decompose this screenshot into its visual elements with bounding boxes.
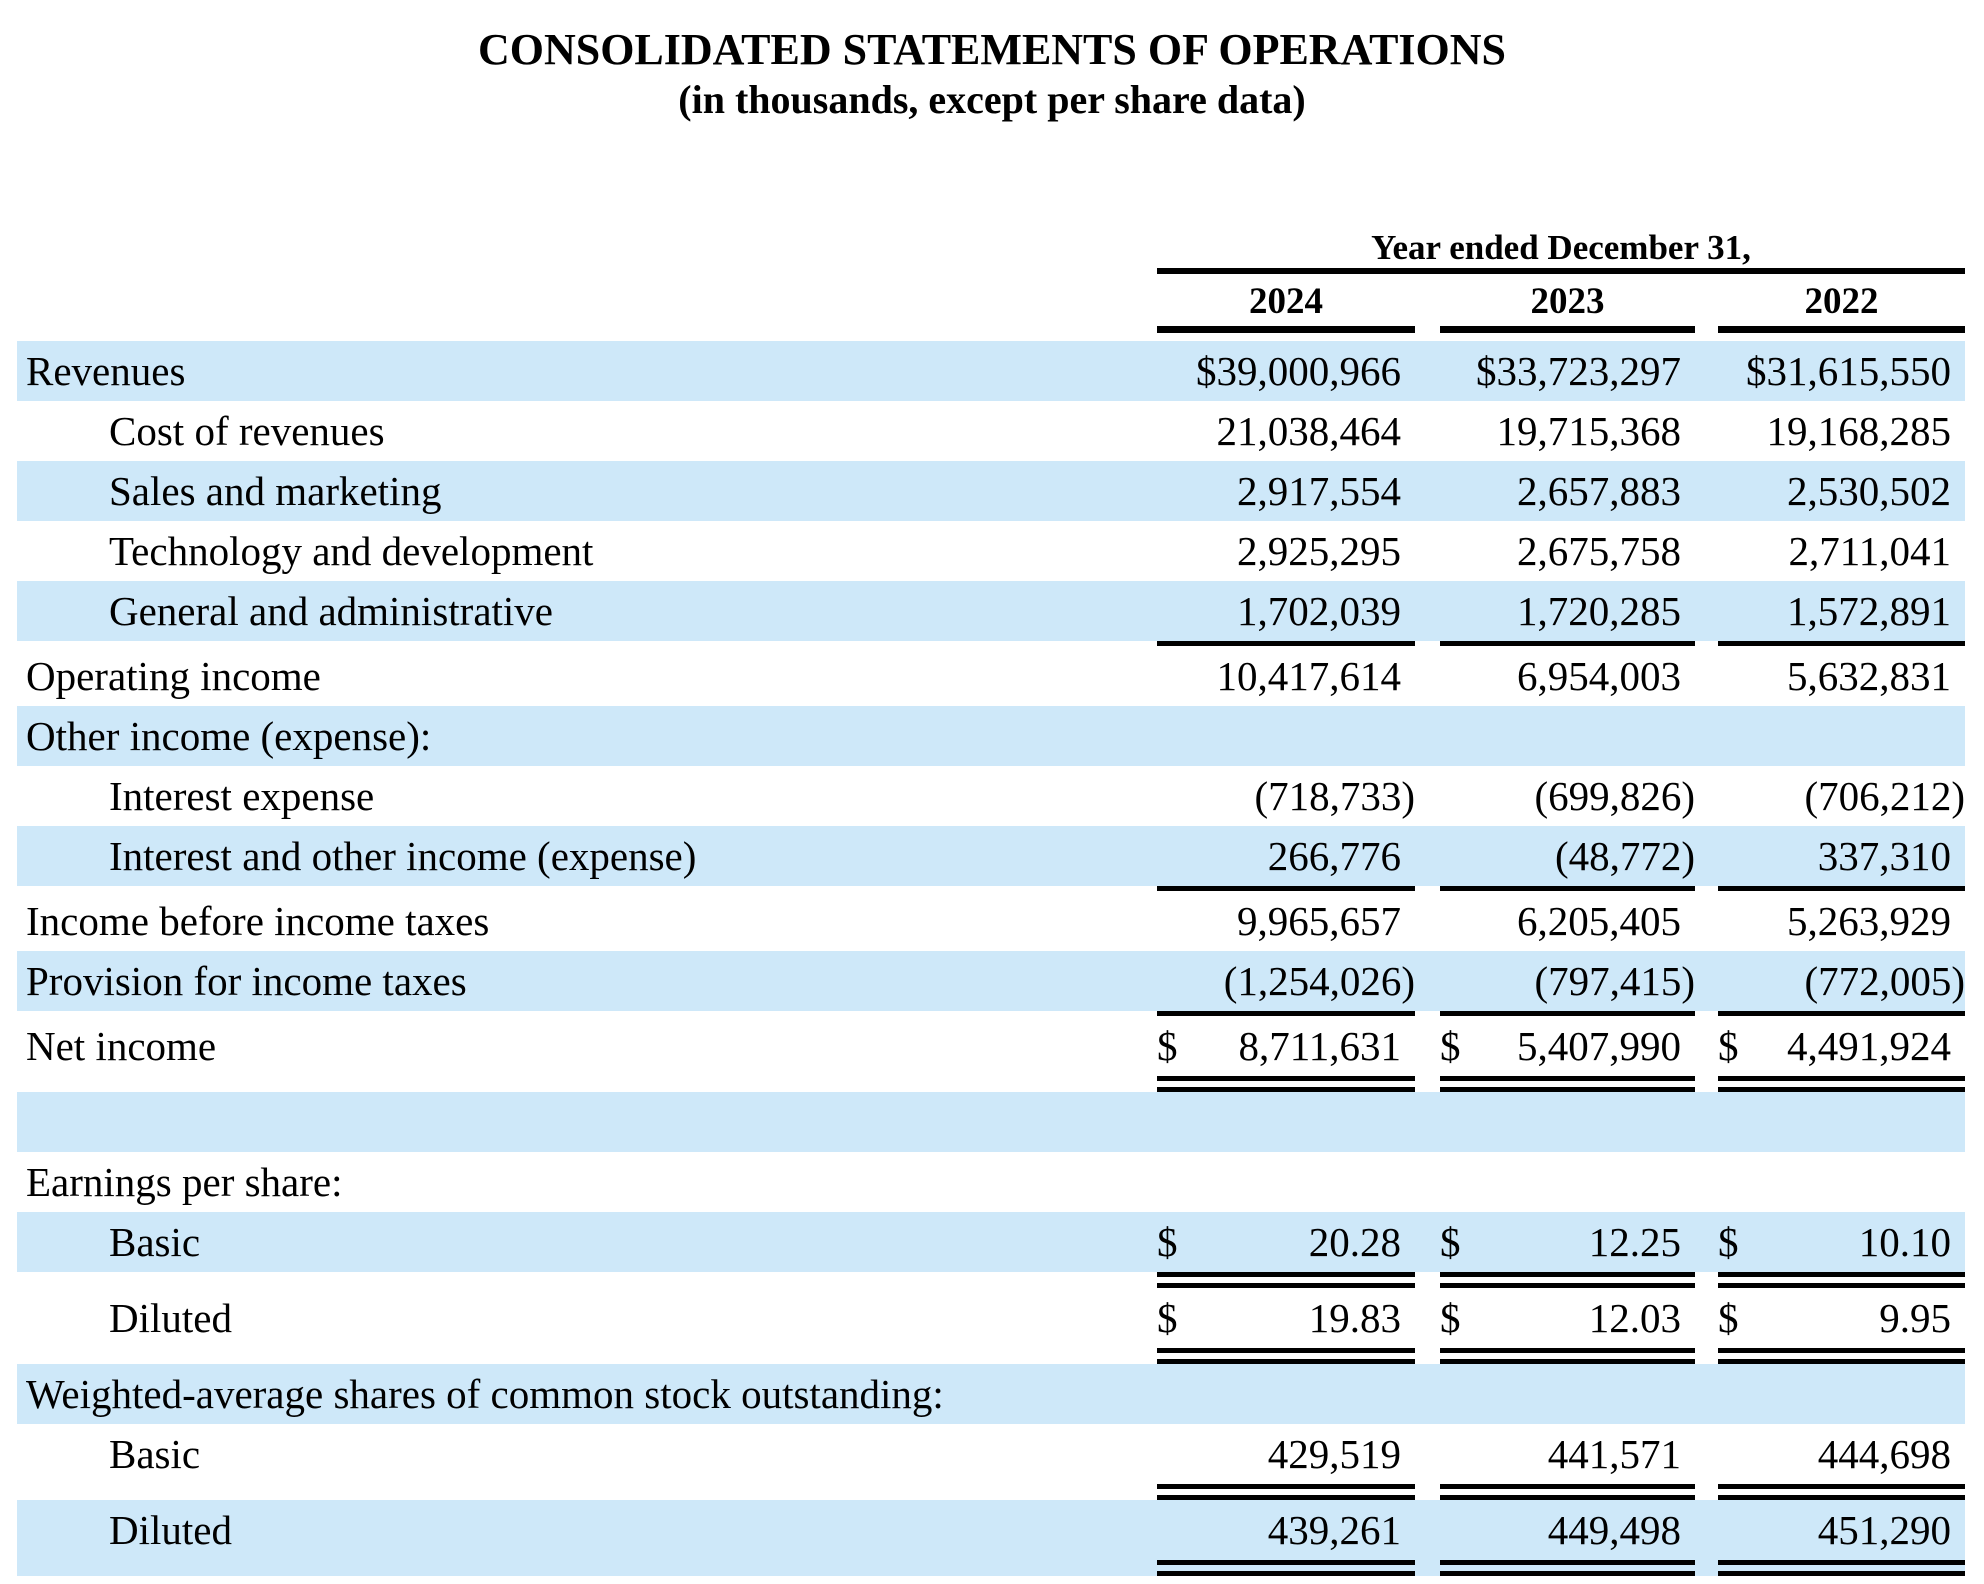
cell-value: 439,261 (1267, 1507, 1401, 1553)
row-label: Technology and development (109, 528, 594, 574)
value-cell (1157, 1430, 1415, 1478)
cell-value: 9,965,657 (1237, 898, 1401, 944)
row-label: Operating income (26, 653, 321, 699)
value-cell (1440, 527, 1695, 575)
table-row-eps-basic (17, 1212, 1984, 1288)
cell-value: (48,772) (1554, 833, 1695, 879)
double-rule (1157, 1560, 1415, 1576)
year-header-2024: 2024 (1249, 281, 1323, 322)
table-row-net-income (17, 1016, 1984, 1092)
double-rule (1157, 1272, 1415, 1288)
cell-value: 2,917,554 (1237, 468, 1401, 514)
period-header: Year ended December 31, (1371, 228, 1751, 267)
cell-value: 20.28 (1308, 1219, 1401, 1265)
value-cell (1718, 957, 1965, 1005)
cell-value: 4,491,924 (1787, 1023, 1951, 1069)
value-cell (1440, 652, 1695, 700)
currency-symbol: $ (1440, 1295, 1461, 1341)
year-rule (1718, 326, 1965, 333)
cell-value: 451,290 (1817, 1507, 1951, 1553)
value-cell (1157, 1294, 1415, 1342)
cell-value: 6,954,003 (1517, 653, 1681, 699)
table-row-income-before-income-taxes (17, 891, 1984, 951)
value-cell (1157, 527, 1415, 575)
double-rule (1440, 1076, 1695, 1092)
row-label: General and administrative (109, 588, 553, 634)
row-label: Interest expense (109, 773, 375, 819)
value-cell (1157, 832, 1415, 880)
cell-value: 441,571 (1547, 1431, 1681, 1477)
spacer-row (17, 1092, 1984, 1152)
cell-value: 19,715,368 (1496, 408, 1681, 454)
value-cell (1718, 1506, 1965, 1554)
year-rule (1440, 326, 1695, 333)
cell-value: 10,417,614 (1216, 653, 1401, 699)
double-rule (1718, 1484, 1965, 1500)
single-rule (1157, 1011, 1415, 1016)
value-cell (1440, 1506, 1695, 1554)
header-spacer (17, 124, 1984, 222)
value-cell (1440, 587, 1695, 635)
row-label: Weighted-average shares of common stock outstanding: (26, 1371, 944, 1417)
double-rule (1718, 1348, 1965, 1364)
value-cell (1157, 1506, 1415, 1554)
cell-value: 2,711,041 (1788, 528, 1951, 574)
double-rule (1718, 1560, 1965, 1576)
table-row-provision-for-income-taxes (17, 951, 1984, 1016)
row-label: Net income (26, 1023, 217, 1069)
table-row-earnings-per-share-header (17, 1152, 1984, 1212)
value-cell (1718, 772, 1965, 820)
double-rule (1157, 1348, 1415, 1364)
cell-value: (706,212) (1804, 773, 1965, 819)
cell-value: 9.95 (1879, 1295, 1951, 1341)
single-rule (1718, 886, 1965, 891)
row-label: Diluted (109, 1295, 232, 1341)
cell-value: 6,205,405 (1517, 898, 1681, 944)
row-label: Other income (expense): (26, 713, 432, 759)
double-rule (1718, 1272, 1965, 1288)
table-row-interest-and-other-income (17, 826, 1984, 891)
double-rule (1440, 1348, 1695, 1364)
single-rule (1440, 641, 1695, 646)
currency-symbol: $ (1718, 1295, 1739, 1341)
cell-value: 2,925,295 (1237, 528, 1401, 574)
value-cell (1157, 772, 1415, 820)
table-row-shares-diluted (17, 1500, 1984, 1576)
cell-value: 10.10 (1858, 1219, 1951, 1265)
row-label: Earnings per share: (26, 1159, 343, 1205)
cell-value: (1,254,026) (1223, 958, 1415, 1004)
value-cell (1440, 832, 1695, 880)
cell-value: (699,826) (1534, 773, 1695, 819)
cell-value: 12.25 (1588, 1219, 1681, 1265)
total-rule (17, 1560, 1965, 1576)
value-cell (1718, 467, 1965, 515)
row-label: Income before income taxes (26, 898, 490, 944)
total-rule (17, 1272, 1965, 1288)
double-rule (1440, 1484, 1695, 1500)
table-row-cost-of-revenues (17, 401, 1984, 461)
value-cell (1157, 1022, 1415, 1070)
value-cell (1718, 1022, 1965, 1070)
double-rule (1440, 1272, 1695, 1288)
cell-value: 21,038,464 (1216, 408, 1401, 454)
currency-symbol: $ (1440, 1023, 1461, 1069)
cell-value: 449,498 (1547, 1507, 1681, 1553)
row-label: Cost of revenues (109, 408, 385, 454)
table-row-weighted-average-header (17, 1364, 1984, 1424)
total-rule (17, 1348, 1965, 1364)
table-row-sales-and-marketing (17, 461, 1984, 521)
cell-value: 1,720,285 (1517, 588, 1681, 634)
total-rule (17, 1076, 1965, 1092)
single-rule (1157, 641, 1415, 646)
single-rule (1718, 641, 1965, 646)
currency-symbol: $ (1157, 1295, 1178, 1341)
period-header-row (17, 222, 1965, 268)
table-row-revenues (17, 341, 1984, 401)
value-cell (1440, 1022, 1695, 1070)
double-rule (1440, 1560, 1695, 1576)
table-row-shares-basic (17, 1424, 1984, 1500)
value-cell (1718, 407, 1965, 455)
cell-value: 19,168,285 (1766, 408, 1951, 454)
cell-value: (718,733) (1254, 773, 1415, 819)
header-body-spacer (17, 333, 1984, 341)
table-row-technology-and-development (17, 521, 1984, 581)
value-cell (1157, 1218, 1415, 1266)
value-cell (1157, 587, 1415, 635)
row-label: Diluted (109, 1507, 232, 1553)
value-cell (1157, 467, 1415, 515)
value-cell (1440, 1430, 1695, 1478)
year-rules-row (17, 326, 1965, 333)
table-row-other-income-expense-header (17, 706, 1984, 766)
cell-value: 2,657,883 (1517, 468, 1681, 514)
double-rule (1718, 1076, 1965, 1092)
cell-value: 2,530,502 (1787, 468, 1951, 514)
cell-value: 5,632,831 (1787, 653, 1951, 699)
single-rule (1157, 886, 1415, 891)
cell-value: $33,723,297 (1476, 348, 1681, 394)
year-header-2022: 2022 (1804, 281, 1879, 322)
single-rule (1718, 1011, 1965, 1016)
value-cell (1157, 957, 1415, 1005)
value-cell (1157, 407, 1415, 455)
cell-value: $31,615,550 (1746, 348, 1951, 394)
table-row-operating-income (17, 646, 1984, 706)
year-header-row (17, 274, 1965, 326)
value-cell (1440, 407, 1695, 455)
table-row-eps-diluted (17, 1288, 1984, 1364)
value-cell (1157, 897, 1415, 945)
cell-value: 1,572,891 (1787, 588, 1951, 634)
cell-value: 8,711,631 (1238, 1023, 1401, 1069)
value-cell (1440, 957, 1695, 1005)
value-cell (1718, 832, 1965, 880)
cell-value: 12.03 (1588, 1295, 1681, 1341)
currency-symbol: $ (1157, 1023, 1178, 1069)
currency-symbol: $ (1718, 1023, 1739, 1069)
value-cell (1718, 1430, 1965, 1478)
value-cell (1718, 652, 1965, 700)
value-cell (1718, 1294, 1965, 1342)
currency-symbol: $ (1440, 1219, 1461, 1265)
currency-symbol: $ (1157, 1219, 1178, 1265)
row-label: Sales and marketing (109, 468, 442, 514)
single-rule (1440, 1011, 1695, 1016)
value-cell (1718, 347, 1965, 395)
value-cell (1440, 897, 1695, 945)
cell-value: 337,310 (1817, 833, 1951, 879)
row-label: Basic (109, 1431, 201, 1477)
value-cell (1718, 897, 1965, 945)
row-label: Revenues (26, 348, 186, 394)
double-rule (1157, 1484, 1415, 1500)
cell-value: 5,263,929 (1787, 898, 1951, 944)
cell-value: 429,519 (1267, 1431, 1401, 1477)
currency-symbol: $ (1718, 1219, 1739, 1265)
value-cell (1718, 1218, 1965, 1266)
row-label: Provision for income taxes (26, 958, 467, 1004)
cell-value: 1,702,039 (1237, 588, 1401, 634)
value-cell (1157, 347, 1415, 395)
row-label: Basic (109, 1219, 201, 1265)
cell-value: 2,675,758 (1517, 528, 1681, 574)
value-cell (1440, 467, 1695, 515)
cell-value: 19.83 (1308, 1295, 1401, 1341)
cell-value: 444,698 (1817, 1431, 1951, 1477)
year-header-2023: 2023 (1530, 281, 1605, 322)
statement-subtitle: (in thousands, except per share data) (678, 77, 1306, 122)
value-cell (1440, 1294, 1695, 1342)
cell-value: 266,776 (1267, 833, 1401, 879)
single-rule (1440, 886, 1695, 891)
double-rule (1157, 1076, 1415, 1092)
total-rule (17, 1484, 1965, 1500)
value-cell (1440, 347, 1695, 395)
table-row-interest-expense (17, 766, 1984, 826)
row-label: Interest and other income (expense) (109, 833, 697, 879)
cell-value: $39,000,966 (1196, 348, 1401, 394)
cell-value: (772,005) (1804, 958, 1965, 1004)
table-row-general-and-administrative (17, 581, 1984, 646)
statement-title: CONSOLIDATED STATEMENTS OF OPERATIONS (477, 25, 1507, 74)
value-cell (1157, 652, 1415, 700)
cell-value: (797,415) (1534, 958, 1695, 1004)
year-rule (1157, 326, 1415, 333)
value-cell (1718, 527, 1965, 575)
value-cell (1440, 772, 1695, 820)
value-cell (1440, 1218, 1695, 1266)
value-cell (1718, 587, 1965, 635)
cell-value: 5,407,990 (1517, 1023, 1681, 1069)
